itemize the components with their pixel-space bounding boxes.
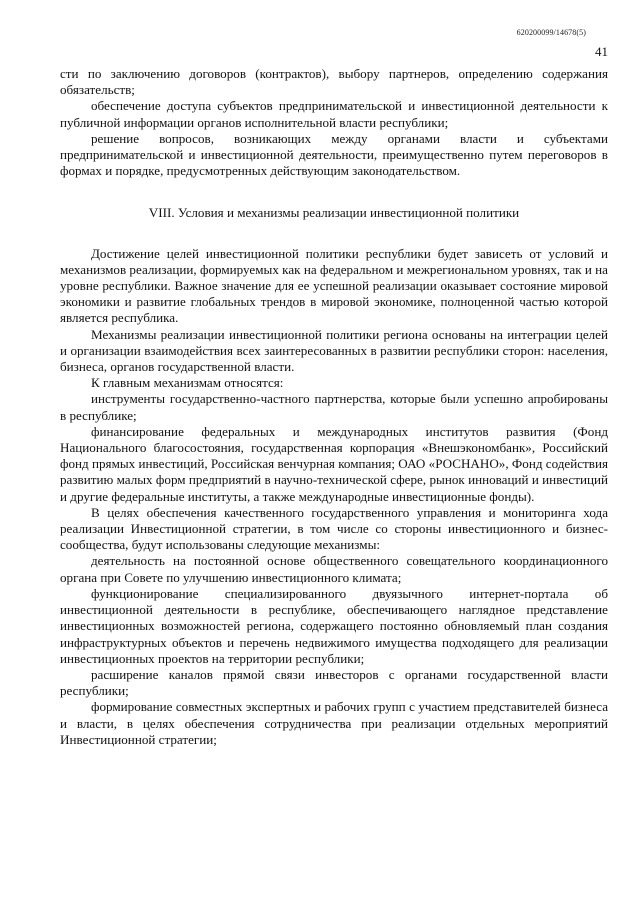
paragraph: Достижение целей инвестиционной политики республики будет зависеть от условий и механизмов реализации, формируемых как на федеральном и межрегиональном уровнях, так и на уровне республики. Важное значение для ее успешной реализации оказывает состояние мировой экономики и развитие глобальных трендов в мировой экономике, полноценной частью которой является республика.: [60, 245, 608, 326]
section-heading: VIII. Условия и механизмы реализации инвестиционной политики: [148, 205, 520, 221]
list-item: финансирование федеральных и международных институтов развития (Фонд Национального благосостояния, государственная корпорация «Внешэкономбанк», Российский фонд прямых инвестиций, Российская венчурная компания; ОАО «РОСНАНО», Фонд содействия развитию малых форм предприятий в научно-технической сфере, рынок инноваций и инвестиций и другие федеральные институты, а также международные инвестиционные фонды).: [60, 423, 608, 504]
paragraph-continued: сти по заключению договоров (контрактов), выбору партнеров, определению содержания обязательств;: [60, 66, 608, 98]
document-code: 620200099/14678(5): [516, 28, 586, 37]
paragraph: обеспечение доступа субъектов предпринимательской и инвестиционной деятельности к публичной информации органов исполнительной власти республики;: [60, 98, 608, 130]
paragraph: Механизмы реализации инвестиционной политики региона основаны на интеграции целей и организации взаимодействия всех заинтересованных в развитии республики сторон: населения, бизнеса, органов государственной власти.: [60, 326, 608, 375]
list-item: функционирование специализированного двуязычного интернет-портала об инвестиционной деятельности в республике, обеспечивающего наглядное представление инвестиционных возможностей региона, содержащего постоянно обновляемый план создания инфраструктурных объектов и перечень недвижимого имущества подходящего для реализации инвестиционных проектов на территории республики;: [60, 585, 608, 666]
page-number: 41: [595, 44, 608, 59]
list-item: деятельность на постоянной основе общественного совещательного координационного органа при Совете по улучшению инвестиционного климата;: [60, 553, 608, 585]
list-item: формирование совместных экспертных и рабочих групп с участием представителей бизнеса и власти, в целях обеспечения сотрудничества при реализации отдельных мероприятий Инвестиционной стратегии;: [60, 699, 608, 747]
list-item: инструменты государственно-частного партнерства, которые были успешно апробированы в республике;: [60, 391, 608, 423]
paragraph: решение вопросов, возникающих между органами власти и субъектами предпринимательской и инвестиционной деятельности, преимущественно путем переговоров в формах и порядке, предусмотренных действующим законодательством.: [60, 130, 608, 179]
paragraph: В целях обеспечения качественного государственного управления и мониторинга хода реализации Инвестиционной стратегии, в том числе со стороны инвестиционного и бизнес-сообщества, будут использованы следующие механизмы:: [60, 504, 608, 553]
list-item: расширение каналов прямой связи инвесторов с органами государственной власти республики;: [60, 666, 608, 699]
paragraph: К главным механизмам относятся:: [91, 375, 284, 391]
document-body: [60, 66, 608, 748]
